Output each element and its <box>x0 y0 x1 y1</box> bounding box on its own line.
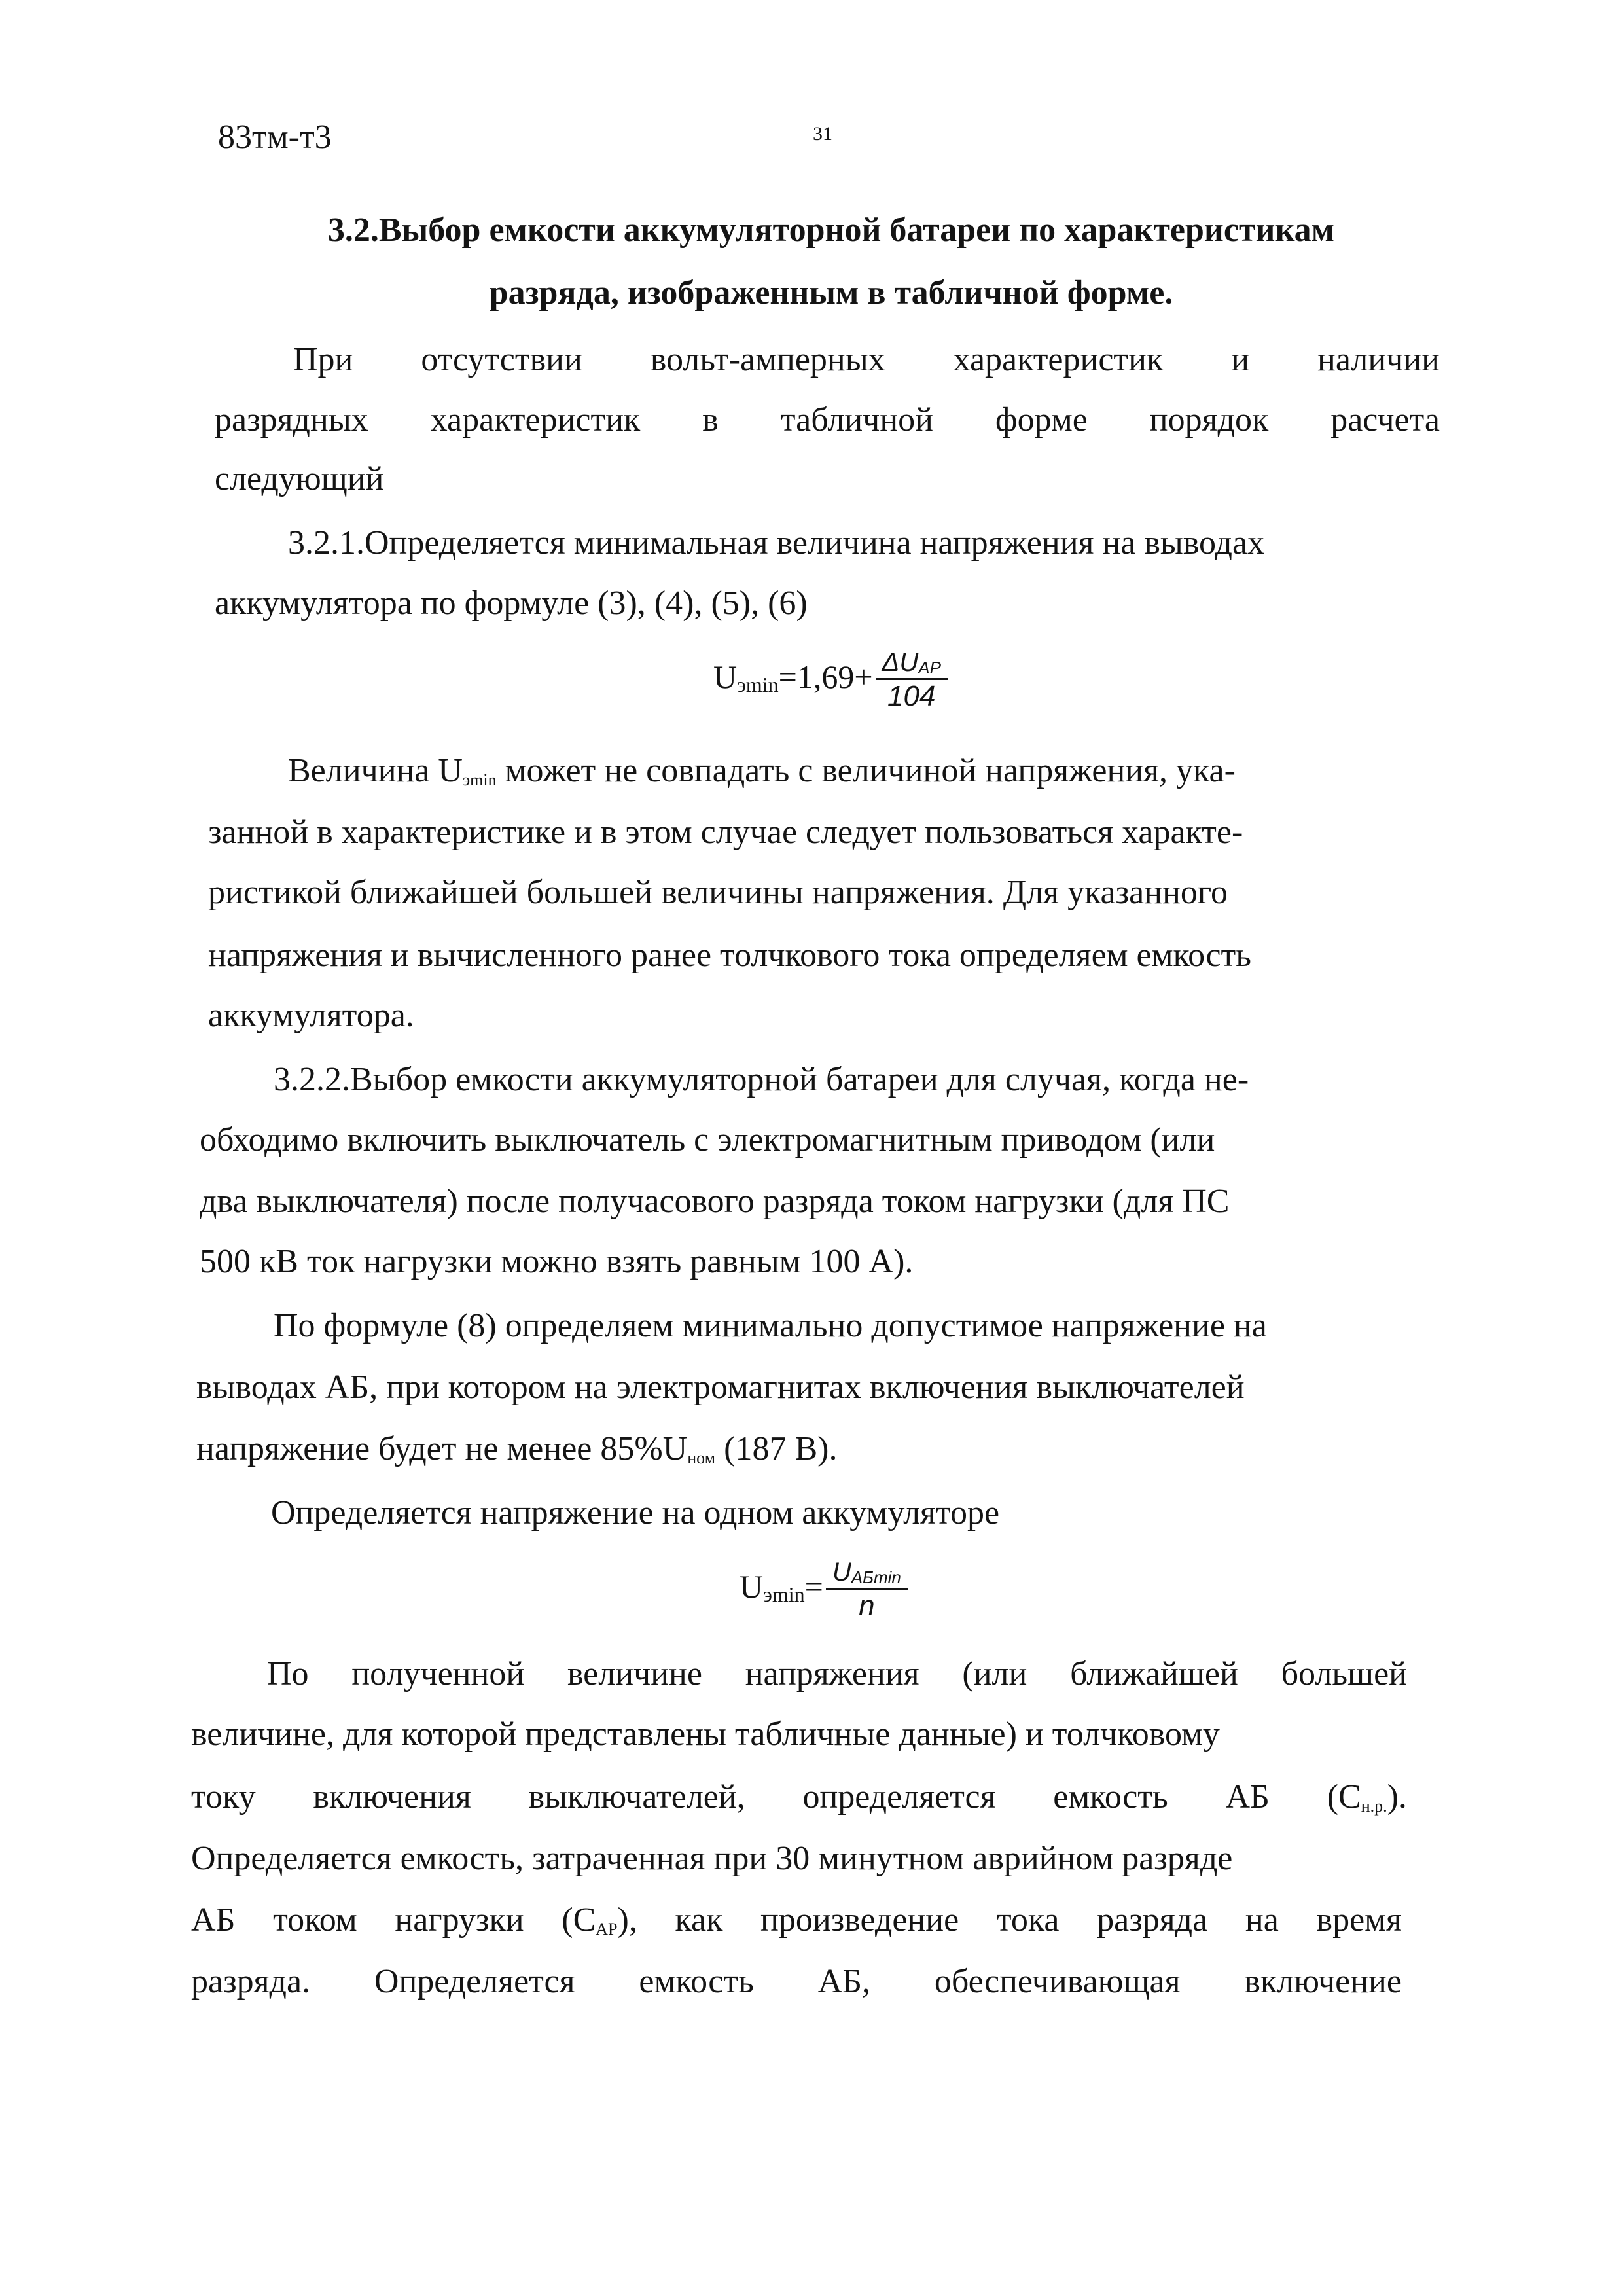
subscript: АР <box>596 1920 618 1939</box>
text: напряжение будет не менее 85%U <box>196 1430 688 1467</box>
word: При <box>293 341 353 378</box>
text: ). <box>1387 1778 1407 1816</box>
word: наличии <box>1317 341 1440 378</box>
para-value-line-5: аккумулятора. <box>208 997 414 1034</box>
word: вольт-амперных <box>650 341 885 378</box>
step-321-line-2: аккумулятора по формуле (3), (4), (5), (6) <box>215 584 808 622</box>
word: выключателей, <box>528 1778 745 1816</box>
formula-lhs-subscript: эmin <box>737 672 779 696</box>
para-final-line-5 <box>191 1901 1402 1949</box>
word: АБ <box>1225 1778 1270 1816</box>
word: порядок <box>1149 401 1269 439</box>
para-formula8-line-2: выводах АБ, при котором на электромагнитах включения выключателей <box>196 1369 1245 1406</box>
word: определяется <box>802 1778 996 1816</box>
section-heading-line-1: 3.2.Выбор емкости аккумуляторной батареи по характеристикам <box>327 211 1335 249</box>
document-code: 83тм-т3 <box>218 118 332 156</box>
formula-numerator: ΔU <box>882 648 919 677</box>
para-final-line-3 <box>191 1778 1407 1826</box>
word: расчета <box>1330 401 1440 439</box>
section-heading-line-2: разряда, изображенным в табличной форме. <box>489 274 1173 312</box>
word: разряда <box>1097 1901 1208 1939</box>
word: напряжения <box>745 1655 919 1693</box>
para-value-line-1 <box>288 751 1236 800</box>
word: характеристик <box>430 401 641 439</box>
word: емкость <box>639 1963 754 2000</box>
step-322-line-2: обходимо включить выключатель с электромагнитным приводом (или <box>200 1121 1215 1158</box>
para-value-line-3: ристикой ближайшей большей величины напряжения. Для указанного <box>208 874 1228 911</box>
word: и <box>1231 341 1250 378</box>
text: Величина U <box>288 752 463 789</box>
word: величине <box>567 1655 702 1693</box>
formula-lhs: U <box>740 1568 764 1605</box>
word: произведение <box>760 1901 959 1939</box>
word-with-subscript <box>1327 1778 1407 1826</box>
formula-fraction <box>876 648 948 713</box>
word: АБ <box>191 1901 236 1939</box>
step-322-line-3: два выключателя) после получасового разряда током нагрузки (для ПС <box>200 1183 1230 1220</box>
formula-u-emin-per-cell <box>740 1558 908 1623</box>
word: току <box>191 1778 256 1816</box>
formula-eq: = <box>804 1568 823 1605</box>
text: (С <box>1327 1778 1361 1816</box>
text: (187 В). <box>715 1430 838 1467</box>
para-value-line-4: напряжения и вычисленного ранее толчкового тока определяем емкость <box>208 937 1251 974</box>
word: ближайшей <box>1070 1655 1238 1693</box>
word: емкость <box>1053 1778 1168 1816</box>
page-number: 31 <box>813 123 832 145</box>
para-final-line-1 <box>267 1655 1407 1694</box>
formula-rhs: =1,69+ <box>778 658 873 695</box>
word: Определяется <box>374 1963 575 2000</box>
word: АБ, <box>817 1963 871 2000</box>
word: включение <box>1244 1963 1402 2000</box>
formula-denominator: 104 <box>887 680 936 712</box>
word: как <box>675 1901 723 1939</box>
word: (или <box>962 1655 1027 1693</box>
text: (С <box>562 1901 596 1939</box>
formula-fraction <box>826 1558 908 1623</box>
formula-denominator: n <box>859 1590 875 1622</box>
para-value-line-2: занной в характеристике и в этом случае следует пользоваться характе- <box>208 814 1243 851</box>
para-final-line-4: Определяется емкость, затраченная при 30 минутном аврийном разряде <box>191 1840 1233 1877</box>
formula-lhs-subscript: эmin <box>763 1582 805 1606</box>
formula-numerator-subscript: АБmin <box>851 1568 901 1587</box>
word: время <box>1316 1901 1402 1939</box>
word: включения <box>313 1778 471 1816</box>
word: на <box>1245 1901 1279 1939</box>
subscript: ном <box>687 1448 716 1467</box>
word: разрядных <box>215 401 368 439</box>
para-formula8-line-1: По формуле (8) определяем минимально допустимое напряжение на <box>274 1307 1267 1344</box>
word: отсутствии <box>421 341 582 378</box>
word: тока <box>996 1901 1060 1939</box>
word-with-subscript <box>562 1901 637 1949</box>
step-321-line-1: 3.2.1.Определяется минимальная величина напряжения на выводах <box>288 524 1265 562</box>
para-final-line-6 <box>191 1962 1402 2001</box>
para-formula8-line-3 <box>196 1429 837 1478</box>
formula-numerator-subscript: АР <box>918 658 941 677</box>
word: характеристик <box>953 341 1164 378</box>
word: током <box>273 1901 357 1939</box>
word: табличной <box>780 401 933 439</box>
formula-numerator: U <box>832 1558 851 1587</box>
formula-lhs: U <box>713 658 738 695</box>
text: ), <box>617 1901 637 1939</box>
text: может не совпадать с величиной напряжения, ука- <box>496 752 1236 789</box>
subscript: н.р. <box>1361 1797 1387 1816</box>
para-one-cell-line-1: Определяется напряжение на одном аккумуляторе <box>271 1494 1000 1532</box>
word: разряда. <box>191 1963 311 2000</box>
word: в <box>702 401 719 439</box>
word: По <box>267 1655 309 1693</box>
word: обеспечивающая <box>934 1963 1181 2000</box>
word: большей <box>1281 1655 1407 1693</box>
para-final-line-2: величине, для которой представлены табличные данные) и толчковому <box>191 1715 1220 1753</box>
intro-line-2 <box>215 401 1440 440</box>
word: форме <box>995 401 1088 439</box>
formula-u-emin <box>713 648 948 713</box>
intro-line-1 <box>293 340 1440 380</box>
word: нагрузки <box>395 1901 524 1939</box>
subscript: эmin <box>462 770 497 789</box>
step-322-line-1: 3.2.2.Выбор емкости аккумуляторной батареи для случая, когда не- <box>274 1061 1249 1098</box>
word: полученной <box>351 1655 525 1693</box>
step-322-line-4: 500 кВ ток нагрузки можно взять равным 100 А). <box>200 1243 914 1280</box>
intro-line-3: следующий <box>215 460 384 497</box>
